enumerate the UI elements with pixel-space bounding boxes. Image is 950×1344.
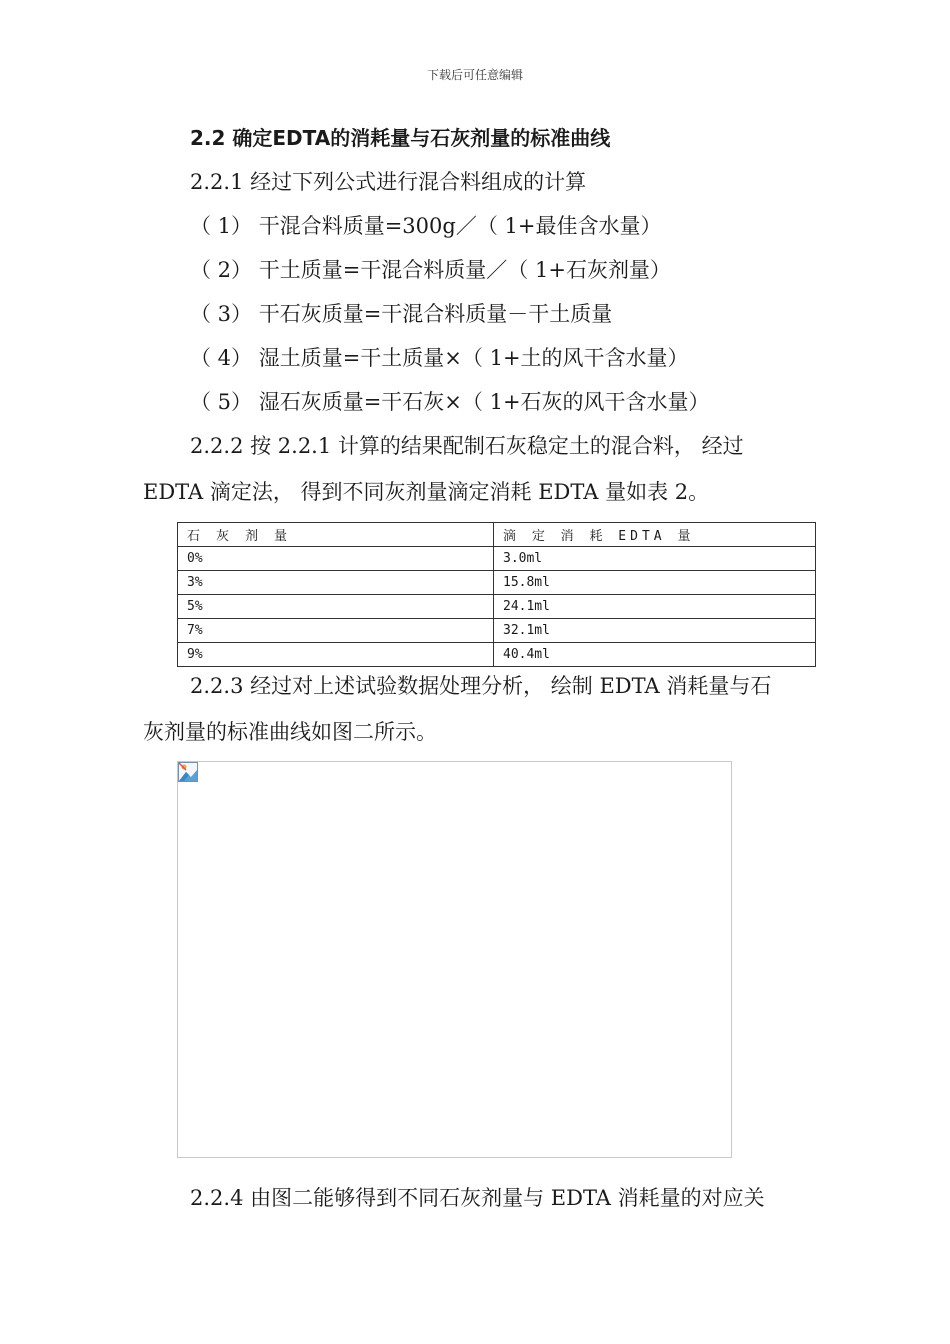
table-cell: 5% [178,595,494,619]
table-cell: 24.1ml [494,595,816,619]
paragraph-2-2-2-line2: EDTA 滴定法， 得到不同灰剂量滴定消耗 EDTA 量如表 2。 [143,480,710,504]
table-cell: 0% [178,547,494,571]
formula-5: （ 5） 湿石灰质量=干石灰×（ 1+石灰的风干含水量） [190,390,710,414]
paragraph-2-2-3-line2: 灰剂量的标准曲线如图二所示。 [143,720,437,744]
table-cell: 7% [178,619,494,643]
paragraph-2-2-4-line1: 2.2.4 由图二能够得到不同石灰剂量与 EDTA 消耗量的对应关 [190,1186,765,1210]
edta-table [177,522,816,667]
table-header-cell: 滴 定 消 耗 EDTA 量 [494,523,816,547]
paragraph-2-2-1: 2.2.1 经过下列公式进行混合料组成的计算 [190,170,587,194]
table-row [178,619,816,643]
table-cell: 40.4ml [494,643,816,667]
section-heading: 2.2 确定EDTA的消耗量与石灰剂量的标准曲线 [190,126,611,150]
table-cell: 15.8ml [494,571,816,595]
table-cell: 9% [178,643,494,667]
header-note: 下载后可任意编辑 [426,68,523,82]
table-header-row [178,523,816,547]
figure-placeholder [177,761,732,1158]
table-cell: 3.0ml [494,547,816,571]
table-row [178,571,816,595]
table-row [178,595,816,619]
broken-image-icon [178,762,198,782]
table-row [178,547,816,571]
table-row [178,643,816,667]
paragraph-2-2-3-line1: 2.2.3 经过对上述试验数据处理分析， 绘制 EDTA 消耗量与石 [190,674,772,698]
formula-1: （ 1） 干混合料质量=300g／（ 1+最佳含水量） [190,214,662,238]
formula-4: （ 4） 湿土质量=干土质量×（ 1+土的风干含水量） [190,346,689,370]
table-cell: 32.1ml [494,619,816,643]
formula-3: （ 3） 干石灰质量=干混合料质量－干土质量 [190,302,613,326]
paragraph-2-2-2-line1: 2.2.2 按 2.2.1 计算的结果配制石灰稳定土的混合料， 经过 [190,434,744,458]
formula-2: （ 2） 干土质量=干混合料质量／（ 1+石灰剂量） [190,258,671,282]
table-cell: 3% [178,571,494,595]
table-header-cell: 石灰剂量 [178,523,494,547]
